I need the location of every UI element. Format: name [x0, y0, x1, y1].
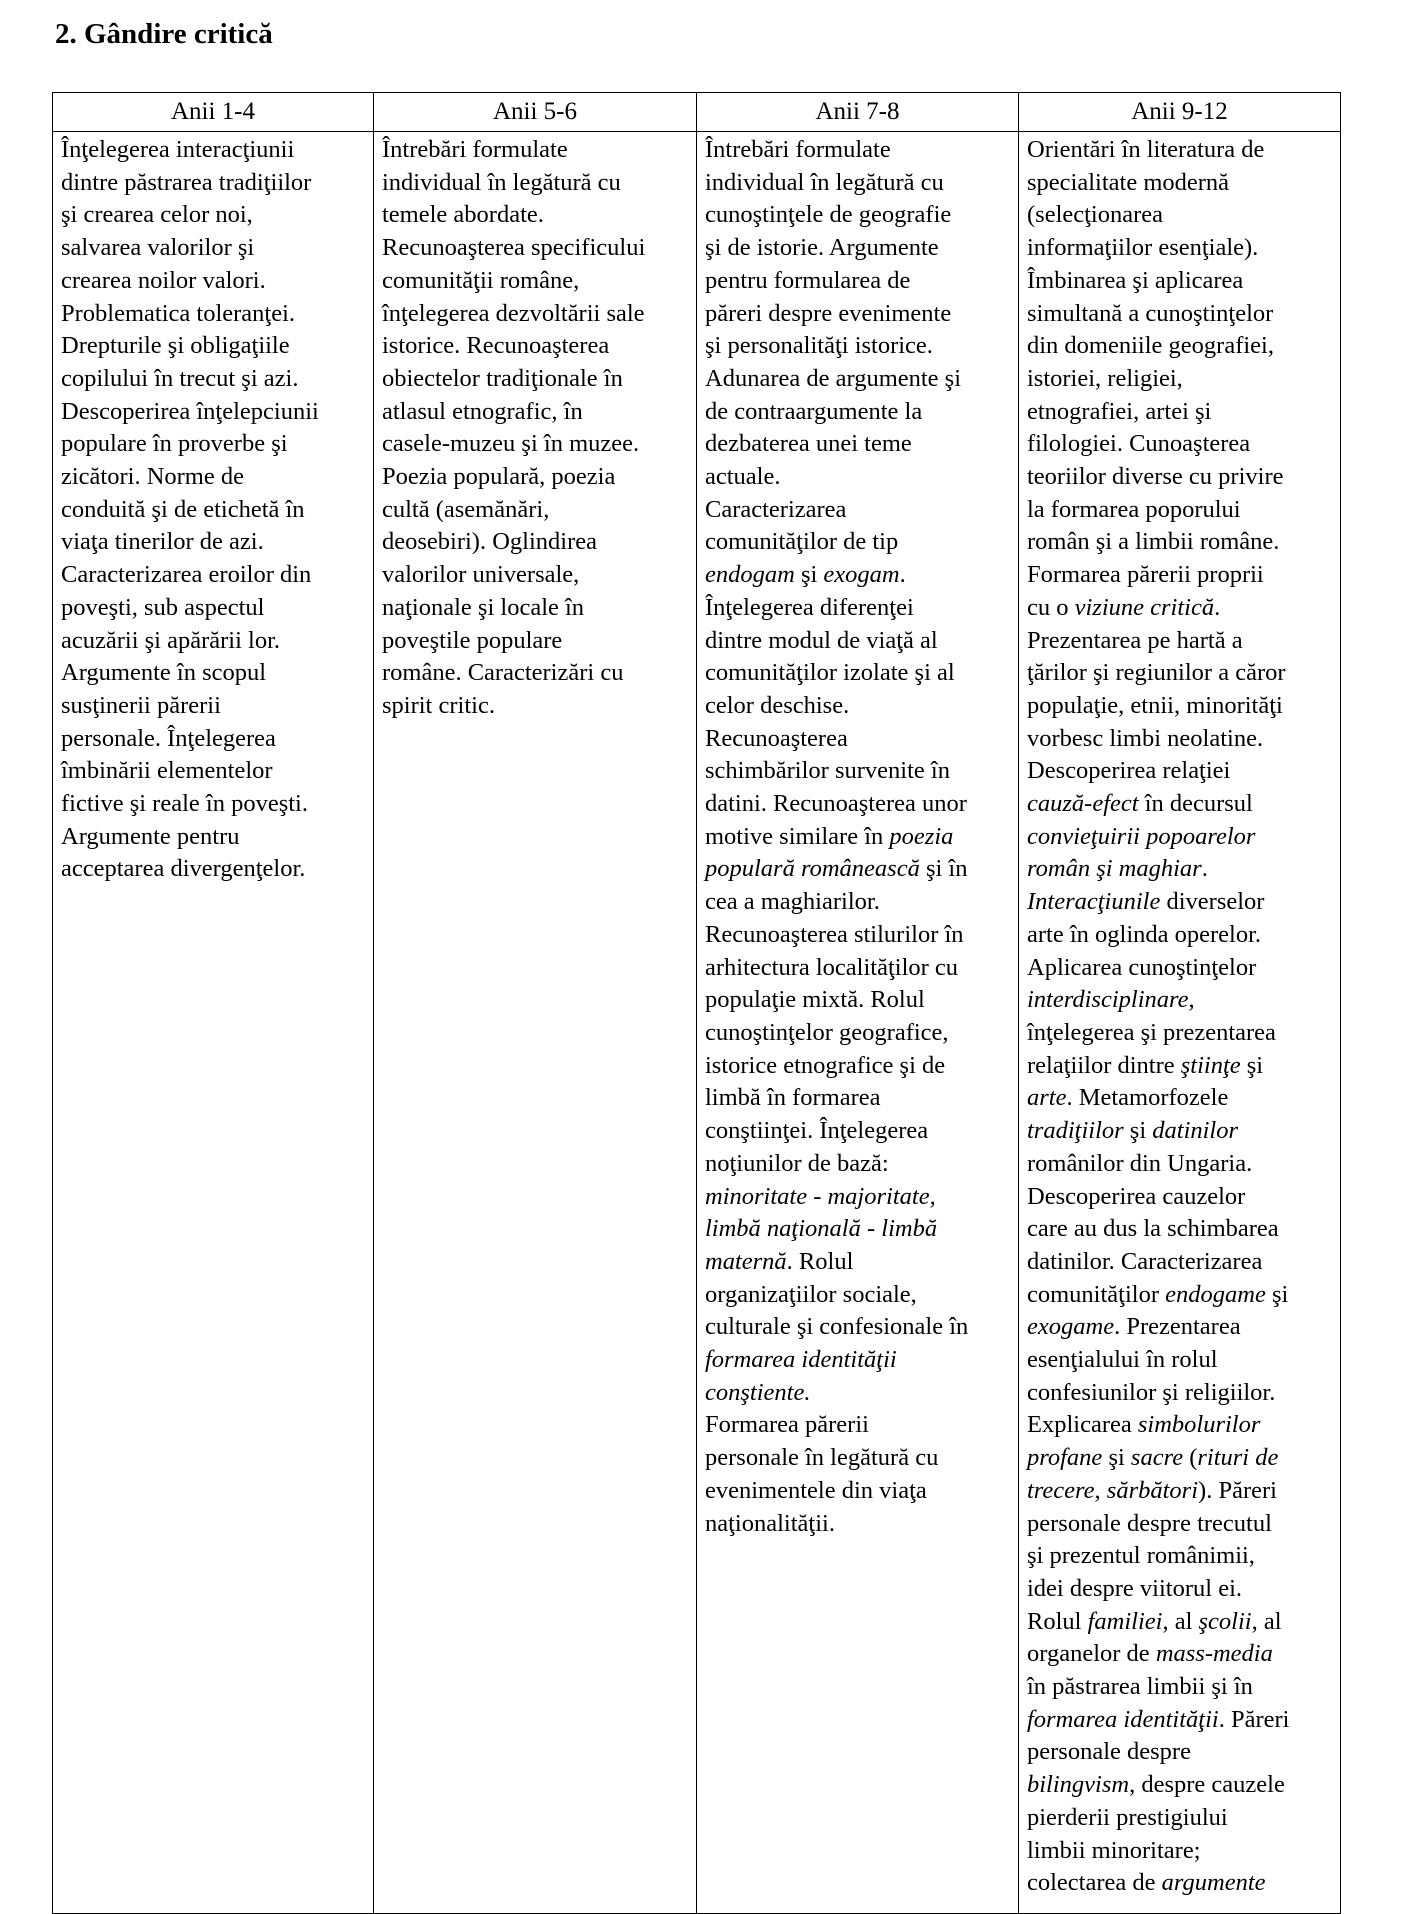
header-anii-1-4: Anii 1-4: [53, 93, 374, 132]
cell-anii-1-4: [53, 132, 374, 1914]
curriculum-table: [52, 92, 1341, 1914]
header-anii-5-6: Anii 5-6: [374, 93, 697, 132]
table-header-row: [53, 93, 1341, 132]
header-anii-9-12: Anii 9-12: [1019, 93, 1341, 132]
page-title: 2. Gândire critică: [55, 18, 273, 50]
cell-anii-7-8: [697, 132, 1019, 1914]
cell-anii-9-12: [1019, 132, 1341, 1914]
cell-text: Întrebări formulate individual în legătură cu cunoştinţele de geografie şi de istorie. Argumente pentru formularea de păreri despre evenimente şi personalităţi istorice. Adunarea de argumente şi de contraargumente la dezbaterea unei teme actuale. Caracterizarea comunităţilor de tip endogam şi exogam. Înţelegerea diferenţei dintre modul de viaţă al comunităţilor izolate şi al celor deschise. Recunoaşterea schimbărilor survenite în datini. Recunoaşterea unor motive similare în poezia populară românească şi în cea a maghiarilor. Recunoaşterea stilurilor în arhitectura localităţilor cu populaţie mixtă. Rolul cunoştinţelor geografice, istorice etnografice şi de limbă în formarea conştiinţei. Înţelegerea noţiunilor de bază: minoritate - majoritate, limbă naţională - limbă maternă. Rolul organizaţiilor sociale, culturale şi confesionale în formarea identităţii conştiente. Formarea părerii personale în legătură cu evenimentele din viaţa naţionalităţii.: [705, 136, 969, 1537]
cell-text: Întrebări formulate individual în legătură cu temele abordate. Recunoaşterea specificului comunităţii române, înţelegerea dezvoltării sale istorice. Recunoaşterea obiectelor tradiţionale în atlasul etnografic, în casele-muzeu şi în muzee. Poezia populară, poezia cultă (asemănări, deosebiri). Oglindirea valorilor universale, naţionale şi locale în poveştile populare române. Caracterizări cu spirit critic.: [382, 136, 646, 719]
header-anii-7-8: Anii 7-8: [697, 93, 1019, 132]
cell-anii-5-6: [374, 132, 697, 1914]
table-row: [53, 132, 1341, 1914]
cell-text: Orientări în literatura de specialitate modernă (selecţionarea informaţiilor esenţiale). Îmbinarea şi aplicarea simultană a cunoştinţelor din domeniile geografiei, istoriei, religiei, etnografiei, artei şi filologiei. Cunoaşterea teoriilor diverse cu privire la formarea poporului român şi a limbii române. Formarea părerii proprii cu o viziune critică. Prezentarea pe hartă a ţărilor şi regiunilor a căror populaţie, etnii, minorităţi vorbesc limbi neolatine. Descoperirea relaţiei cauză-efect în decursul convieţuirii popoarelor român şi maghiar. Interacţiunile diverselor arte în oglinda operelor. Aplicarea cunoştinţelor interdisciplinare, înţelegerea şi prezentarea relaţiilor dintre ştiinţe şi arte. Metamorfozele tradiţiilor şi datinilor românilor din Ungaria. Descoperirea cauzelor care au dus la schimbarea datinilor. Caracterizarea comunităţilor endogame şi exogame. Prezentarea esenţialului în rolul confesiunilor şi religiilor. Explicarea simbolurilor profane şi sacre (rituri de trecere, sărbători). Păreri personale despre trecutul şi prezentul românimii, idei despre viitorul ei. Rolul familiei, al şcolii, al organelor de mass-media în păstrarea limbii şi în formarea identităţii. Păreri personale despre bilingvism, despre cauzele pierderii prestigiului limbii minoritare; colectarea de argumente: [1027, 136, 1290, 1897]
cell-text: Înţelegerea interacţiunii dintre păstrarea tradiţiilor şi crearea celor noi, salvarea valorilor şi crearea noilor valori. Problematica toleranţei. Drepturile şi obligaţiile copilului în trecut şi azi. Descoperirea înţelepciunii populare în proverbe şi zicători. Norme de conduită şi de etichetă în viaţa tinerilor de azi. Caracterizarea eroilor din poveşti, sub aspectul acuzării şi apărării lor. Argumente în scopul susţinerii părerii personale. Înţelegerea îmbinării elementelor fictive şi reale în poveşti. Argumente pentru acceptarea divergenţelor.: [61, 136, 319, 883]
